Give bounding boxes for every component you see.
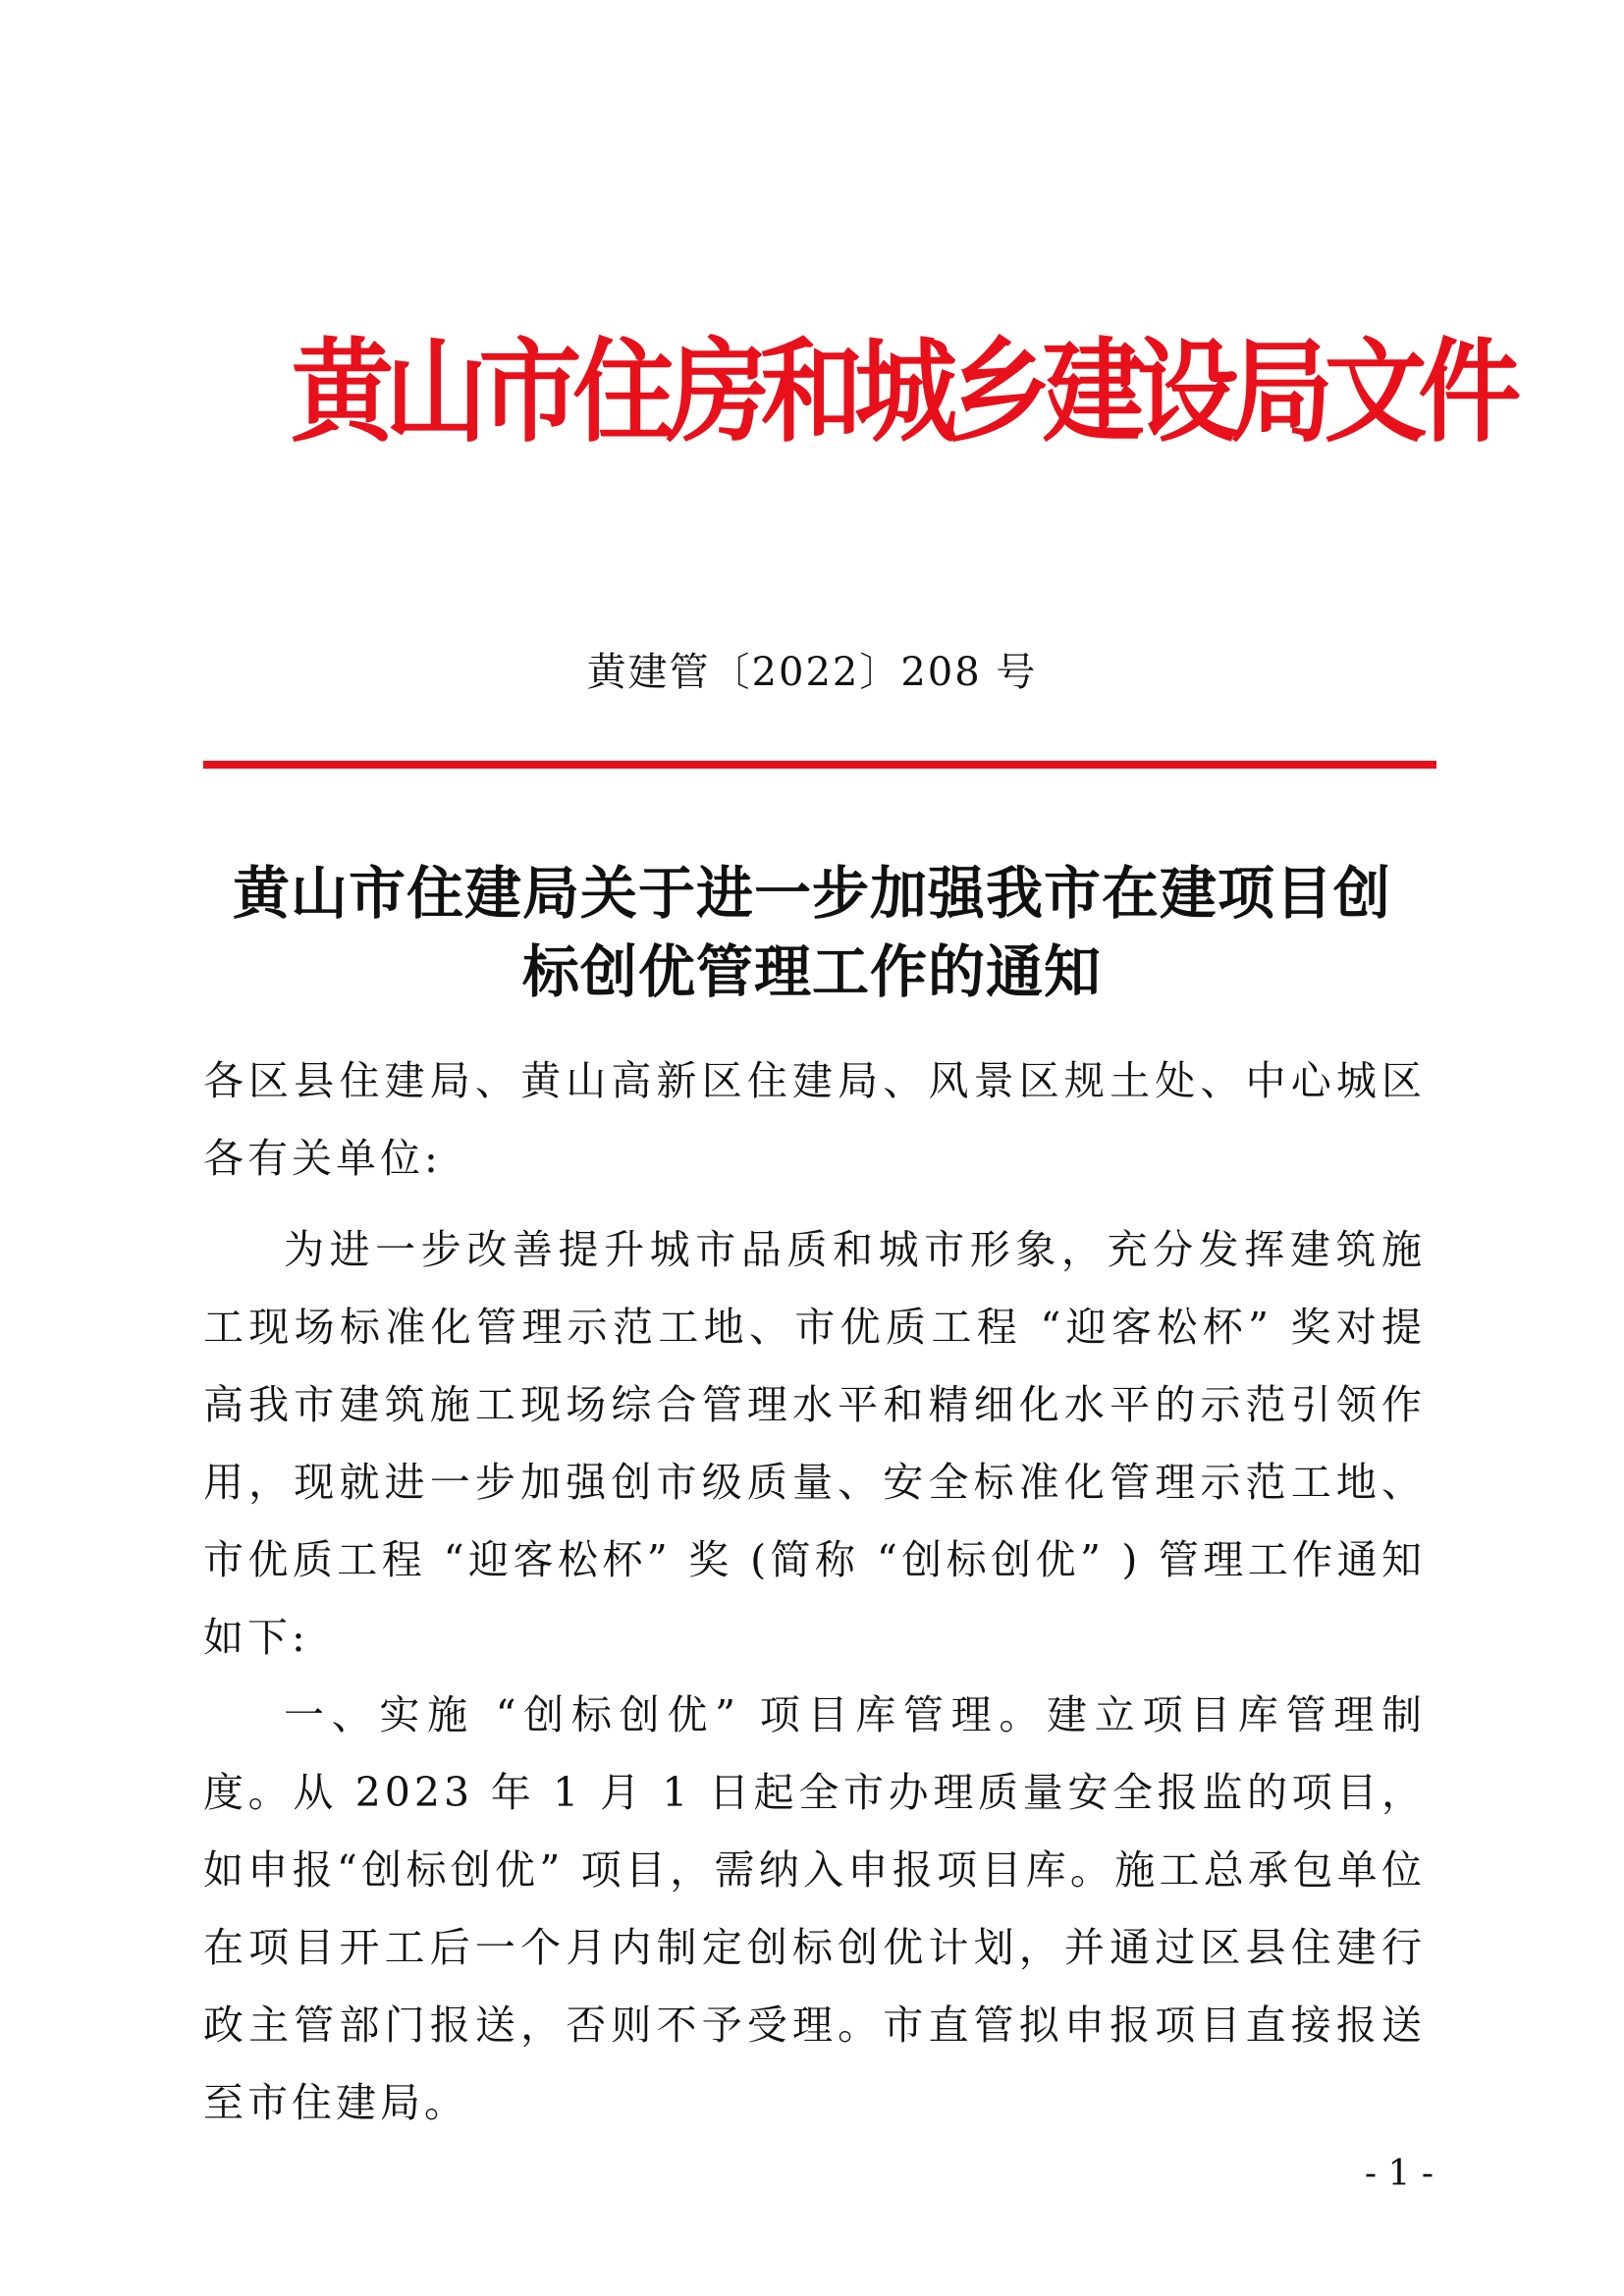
salutation: 各区县住建局、黄山高新区住建局、风景区规土处、中心城区各有关单位:	[203, 1057, 1426, 1182]
paragraph-section-1: 一、实施 “创标创优” 项目库管理。建立项目库管理制度。从 2023 年 1 月 1 日起全市办理质量安全报监的项目，如申报“创标创优” 项目，需纳入申报项目库。施工总承包单位在项目开工后一个月内制定创标创优计划，并通过区县住建行政主管部门报送，否则不予受理。市直管拟申报项目直接报送至市住建局。	[203, 1691, 1426, 2126]
title-line-2: 标创优管理工作的通知	[521, 938, 1102, 1005]
paragraph-intro: 为进一步改善提升城市品质和城市形象，充分发挥建筑施工现场标准化管理示范工地、市优质工程 “迎客松杯” 奖对提高我市建筑施工现场综合管理水平和精细化水平的示范引领作用，现就进一步加强创市级质量、安全标准化管理示范工地、市优质工程 “迎客松杯” 奖 (简称 “创标创优” ) 管理工作通知如下:	[203, 1226, 1426, 1661]
page-number: - 1 -	[1364, 2154, 1434, 2194]
document-masthead: 黄山市住房和城乡建设局文件	[291, 327, 1513, 457]
document-number: 黄建管〔2022〕208 号	[586, 650, 1038, 695]
title-line-1: 黄山市住建局关于进一步加强我市在建项目创	[232, 860, 1391, 927]
document-title	[196, 854, 1428, 1011]
red-divider-line	[203, 761, 1436, 769]
document-body	[203, 1042, 1426, 2142]
